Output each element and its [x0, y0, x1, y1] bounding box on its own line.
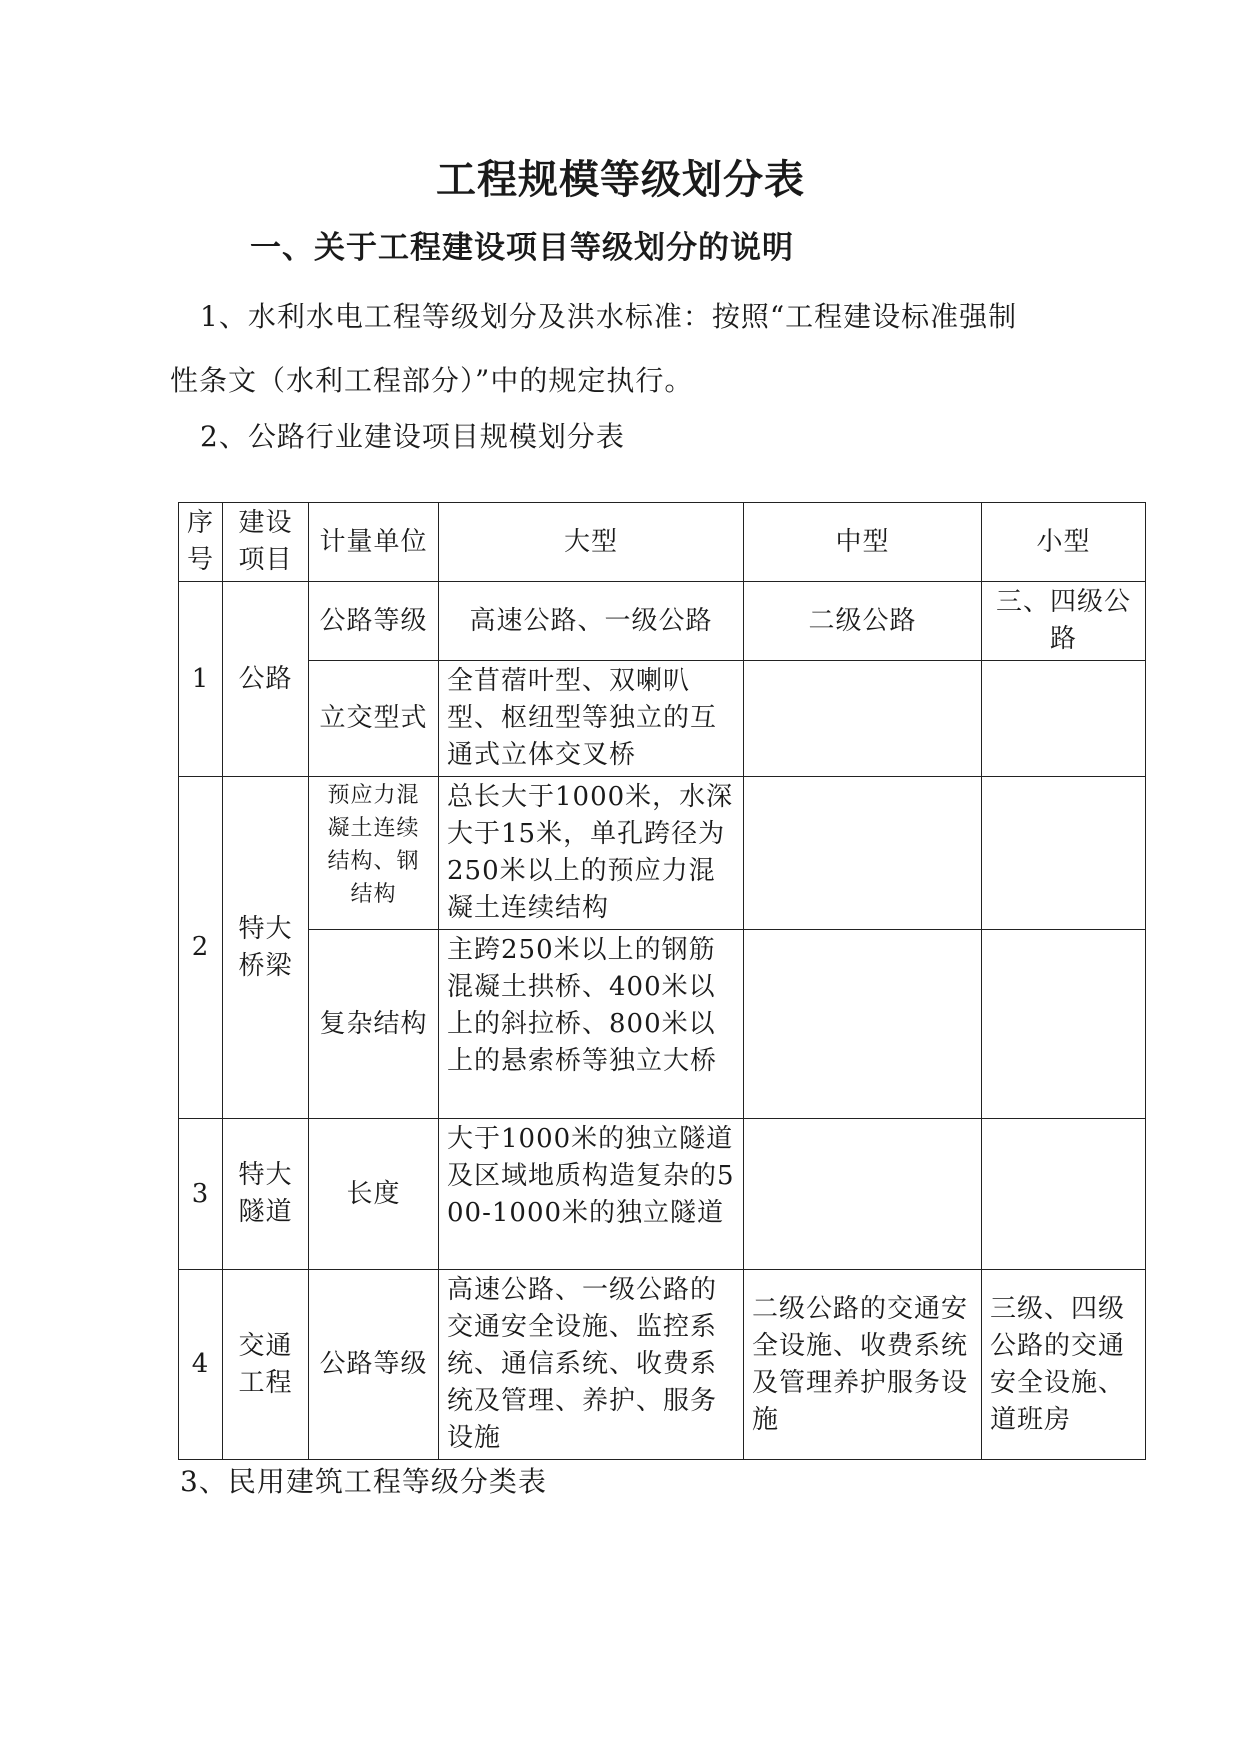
- cell-large: 主跨250米以上的钢筋混凝土拱桥、400米以上的斜拉桥、800米以上的悬索桥等独立大桥: [439, 930, 744, 1119]
- cell-small: [982, 661, 1146, 777]
- cell-unit: 复杂结构: [309, 930, 439, 1119]
- paragraph-highway-table-caption: 2、公路行业建设项目规模划分表: [200, 420, 625, 453]
- table-row: [179, 777, 1146, 930]
- cell-seq: 4: [179, 1270, 223, 1460]
- cell-project: 特大隧道: [223, 1119, 309, 1270]
- cell-project: 公路: [223, 582, 309, 777]
- header-seq: 序号: [179, 503, 223, 582]
- cell-seq: 2: [179, 777, 223, 1119]
- paragraph-water-conservancy: [170, 285, 1145, 413]
- cell-medium: [744, 777, 982, 930]
- cell-small: [982, 930, 1146, 1119]
- cell-large: 总长大于1000米，水深大于15米，单孔跨径为250米以上的预应力混凝土连续结构: [439, 777, 744, 930]
- cell-large: 高速公路、一级公路: [439, 582, 744, 661]
- table-row: [179, 1119, 1146, 1270]
- highway-scale-table: [178, 502, 1146, 1460]
- cell-small: 三级、四级公路的交通安全设施、道班房: [982, 1270, 1146, 1460]
- cell-medium: [744, 930, 982, 1119]
- cell-large: 全苜蓿叶型、双喇叭型、枢纽型等独立的互通式立体交叉桥: [439, 661, 744, 777]
- cell-medium: 二级公路的交通安全设施、收费系统及管理养护服务设施: [744, 1270, 982, 1460]
- cell-medium: [744, 661, 982, 777]
- cell-unit: 公路等级: [309, 1270, 439, 1460]
- paragraph-line: 性条文（水利工程部分）”中的规定执行。: [170, 364, 694, 397]
- cell-unit: 立交型式: [309, 661, 439, 777]
- section-heading: 一、关于工程建设项目等级划分的说明: [250, 230, 794, 266]
- cell-small: [982, 777, 1146, 930]
- cell-small: 三、四级公路: [982, 582, 1146, 661]
- header-unit: 计量单位: [309, 503, 439, 582]
- header-project: 建设项目: [223, 503, 309, 582]
- cell-large: 高速公路、一级公路的交通安全设施、监控系统、通信系统、收费系统及管理、养护、服务设施: [439, 1270, 744, 1460]
- cell-large: 大于1000米的独立隧道及区域地质构造复杂的500-1000米的独立隧道: [439, 1119, 744, 1270]
- cell-project: 交通工程: [223, 1270, 309, 1460]
- table-row: [179, 930, 1146, 1119]
- header-large: 大型: [439, 503, 744, 582]
- cell-unit: 长度: [309, 1119, 439, 1270]
- cell-seq: 3: [179, 1119, 223, 1270]
- table-row: [179, 582, 1146, 661]
- cell-seq: 1: [179, 582, 223, 777]
- page-title: 工程规模等级划分表: [436, 157, 805, 203]
- table-row: [179, 661, 1146, 777]
- cell-medium: 二级公路: [744, 582, 982, 661]
- header-medium: 中型: [744, 503, 982, 582]
- cell-medium: [744, 1119, 982, 1270]
- header-small: 小型: [982, 503, 1146, 582]
- table-header-row: [179, 503, 1146, 582]
- table-row: [179, 1270, 1146, 1460]
- cell-unit: 预应力混凝土连续结构、钢结构: [309, 777, 439, 930]
- paragraph-civil-building-caption: 3、民用建筑工程等级分类表: [180, 1465, 547, 1498]
- cell-small: [982, 1119, 1146, 1270]
- paragraph-line: 1、水利水电工程等级划分及洪水标准：按照“工程建设标准强制: [200, 300, 1018, 333]
- cell-project: 特大桥梁: [223, 777, 309, 1119]
- cell-unit: 公路等级: [309, 582, 439, 661]
